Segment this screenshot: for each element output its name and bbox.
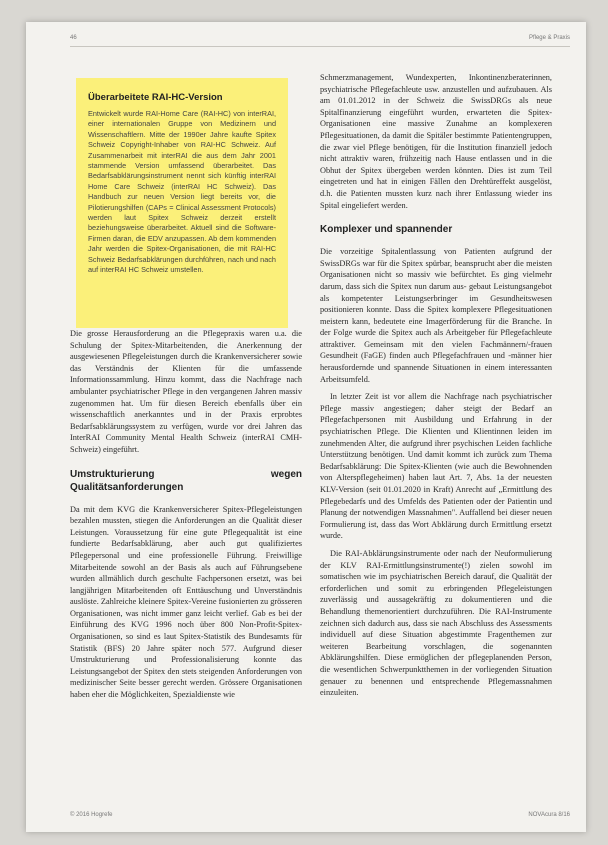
right-paragraph-2: Die vorzeitige Spitalentlassung von Patienten aufgrund der SwissDRGs war für die Spitex spürbar, beansprucht aber die meisten Organisationen nicht so massiv wie befürchtet. Es ging vielmehr darum, dass sich die Spitex nun darum aus- gebaut Leistungsangebot als kompetenter Leistungserbringer im Gesundheitswesen positionieren konnte. Dass die Spitex komplexere Pflegesituationen meistern kann, bedeutete eine Imagerförderung für die Branche. In der Folge wurde die Spitex auch als Arbeitgeber für Pflegefachleute attraktiver. Gemeinsam mit den vielen Fachmännern/-frauen Gesundheit (FaGE) finden auch Pflegefachfrauen und -männer hier herausfordernde und spannende Situationen in einem interessanten Arbeitsumfeld. xyxy=(320,247,552,384)
footer-copyright: © 2016 Hogrefe xyxy=(70,812,113,818)
info-box-text: Entwickelt wurde RAI-Home Care (RAI-HC) von interRAI, einer internationalen Gruppe von Medizinern und Wissenschaftlern. Mitte der 1990er Jahre kaufte Spitex Schweiz Copyright-Inhaber von RAI-HC Schweiz. Auf Zusammenarbeit mit interRAI die aus dem Jahr 2001 stammende Version umfassend überarbeitet. Das Bedarfsabklärungsinstrument nennt sich künftig interRAI Home Care Schweiz (interRAI HC Schweiz). Das Handbuch zur neuen Version liegt bereits vor, die Pilotierungshilfen (CAPs = Clinical Assessment Protocols) werden laut Spitex Schweiz derzeit erstellt beziehungsweise überarbeitet. Aktuell sind die Software-Firmen daran, die EDV anzupassen. Ab dem kommenden Jahr werden die Spitex-Organisationen, die mit RAI-HC Schweiz Bedarfsabklärungen durchführen, nach und nach auf interRAI HC Schweiz umstellen. xyxy=(88,109,276,275)
info-box-title: Überarbeitete RAI-HC-Version xyxy=(88,92,223,103)
section-heading-komplexer: Komplexer und spannender xyxy=(320,224,453,236)
right-paragraph-4: Die RAI-Abklärungsinstrumente oder nach der Neuformulierung der KLV RAI-Ermittlungsinstrumente(!) zielen sowohl im somatischen wie im psychiatrischen Bereich darauf, die Qualität der erforderlichen und somit zu erbringenden Pflegeleistungen zuverlässig und aussagekräftig zu dokumentieren und die Behandlung themenorientiert durchzuführen. Die RAI-Instrumente zeichnen sich dadurch aus, dass sie nach Abschluss des Assessments individuell auf diese Situation abgestimmte Fragenthemen zur weiteren Bearbeitung vorschlagen, die sogenannten Abklärungshilfen. Diese ermöglichen der pflegeplanenden Person, die wesentlichen Schwerpunktthemen in der vorliegenden Situation genauer zu benennen und entsprechende Pflegemassnahmen einzuleiten. xyxy=(320,548,552,698)
info-box xyxy=(76,78,288,328)
section-rubric: Pflege & Praxis xyxy=(528,35,570,41)
right-paragraph-3: In letzter Zeit ist vor allem die Nachfrage nach psychiatrischer Pflege massiv angestiegen; daher steigt der Bedarf an Pflegefachpersonen mit Ausbildung und Erfahrung in der psychiatrischen Pflege. Die Klienten und Klientinnen leiden im zunehmenden Alter, die aufgrund ihrer psychischen Leiden fachliche Unterstützung benötigen. Und damit kommt ich zurück zum Thema Bedarfsabklärung: Die Spitex-Klienten (wie auch die Bewohnenden von Alterspflegeheimen) haben laut Art. 7, Abs. 1a der neuesten KLV-Version (seit 01.01.2020 in Kraft) Anrecht auf „Ermittlung des Pflegebedarfs und des Umfelds des Patienten oder der Patientin und Planung der notwendigen Massnahmen". Auffallend bei dieser neuen Formulierung ist, dass das Wort Abklärung durch Ermittlung ersetzt wurde. xyxy=(320,392,552,541)
right-column xyxy=(320,72,552,705)
right-paragraph-1: Schmerzmanagement, Wundexperten, Inkontinenzberaterinnen, psychiatrische Pflegefachleute usw. anzustellen und aufzubauen. Als am 01.01.2012 in der Schweiz die SwissDRGs als neue Spitalfinanzierung eingeführt wurden, erwarteten die Spitex-Organisationen eine massive Zunahme an komplexeren Pflegesituationen, da damit die Spitäler bestimmte Patientengruppen, die zwar viel Pflege benötigen, für die Institution finanziell jedoch nicht attraktiv waren, frühzeitig nach Hause entlassen und in die Obhut der Spitex übergeben werden könnten. Dies ist zum Teil eingetreten und hat in einigen Fällen den Drehtüreffekt ausgelöst, d.h. die Patienten mussten kurz nach ihrer Entlassung wieder ins Spital eingeliefert werden. xyxy=(320,73,552,210)
footer-issue: NOVAcura 8/16 xyxy=(528,812,570,818)
section-heading-umstrukturierung: Umstrukturierung wegen Qualitätsanforderungen xyxy=(70,468,302,493)
left-column xyxy=(70,328,302,707)
page-number: 46 xyxy=(70,35,77,41)
left-paragraph-2: Da mit dem KVG die Krankenversicherer Spitex-Pflegeleistungen bezahlen mussten, stiegen die Anforderungen an die Qualität dieser Leistungen. Voraussetzung für eine gute Pflegequalität ist eine fundierte Bedarfsabklärung, aber auch gut qualifiziertes Pflegepersonal und eine professionelle Führung. Freiwillige Mitarbeitende sowohl an der Basis als auch auf Führungsebene wurden allmählich durch geschulte Fachpersonen ersetzt, was bei langjährigen Mitarbeitenden oft Enttäuschung und Unverständnis auslöste. Zahlreiche kleinere Spitex-Vereine fusionierten zu grösseren Organisationen, was nicht immer ganz leicht verlief. Gab es bei der Einführung des KVG 1996 noch über 800 Non-Profit-Spitex-Organisationen, so sind es laut Spitex-Statistik des Bundesamts für Statistik (BFS) 20 Jahre später noch 577. Aufgrund dieser Umstrukturierung und Professionalisierung konnte das Leistungsangebot der Spitex den stets steigenden Anforderungen von medizinischer Seite besser gerecht werden. Grössere Organisationen haben eher die Möglichkeiten, Spezialdienste wie xyxy=(70,504,302,700)
left-paragraph-1: Die grosse Herausforderung an die Pflegepraxis waren u.a. die Schulung der Spitex-Mitarbeitenden, die Anerkennung der ausgewiesenen Pflegeleistungen durch die Krankenversicherer sowie das Verständnis der Klienten für die umfassende Informationssammlung. Hinzu kommt, dass die Nachfrage nach ambulanter psychiatrischer Pflege in den vergangenen Jahren massiv zugenommen hat. Um für diesen Bereich ebenfalls über ein wissenschaftlich anerkanntes und in der Praxis erprobtes Bedarfsabklärungssystem zu verfügen, wurde vor drei Jahren das InterRAI Community Mental Health Schweiz (interRAI CMH-Schweiz) eingeführt. xyxy=(70,329,302,454)
magazine-page xyxy=(26,22,586,832)
page-header xyxy=(70,32,570,47)
